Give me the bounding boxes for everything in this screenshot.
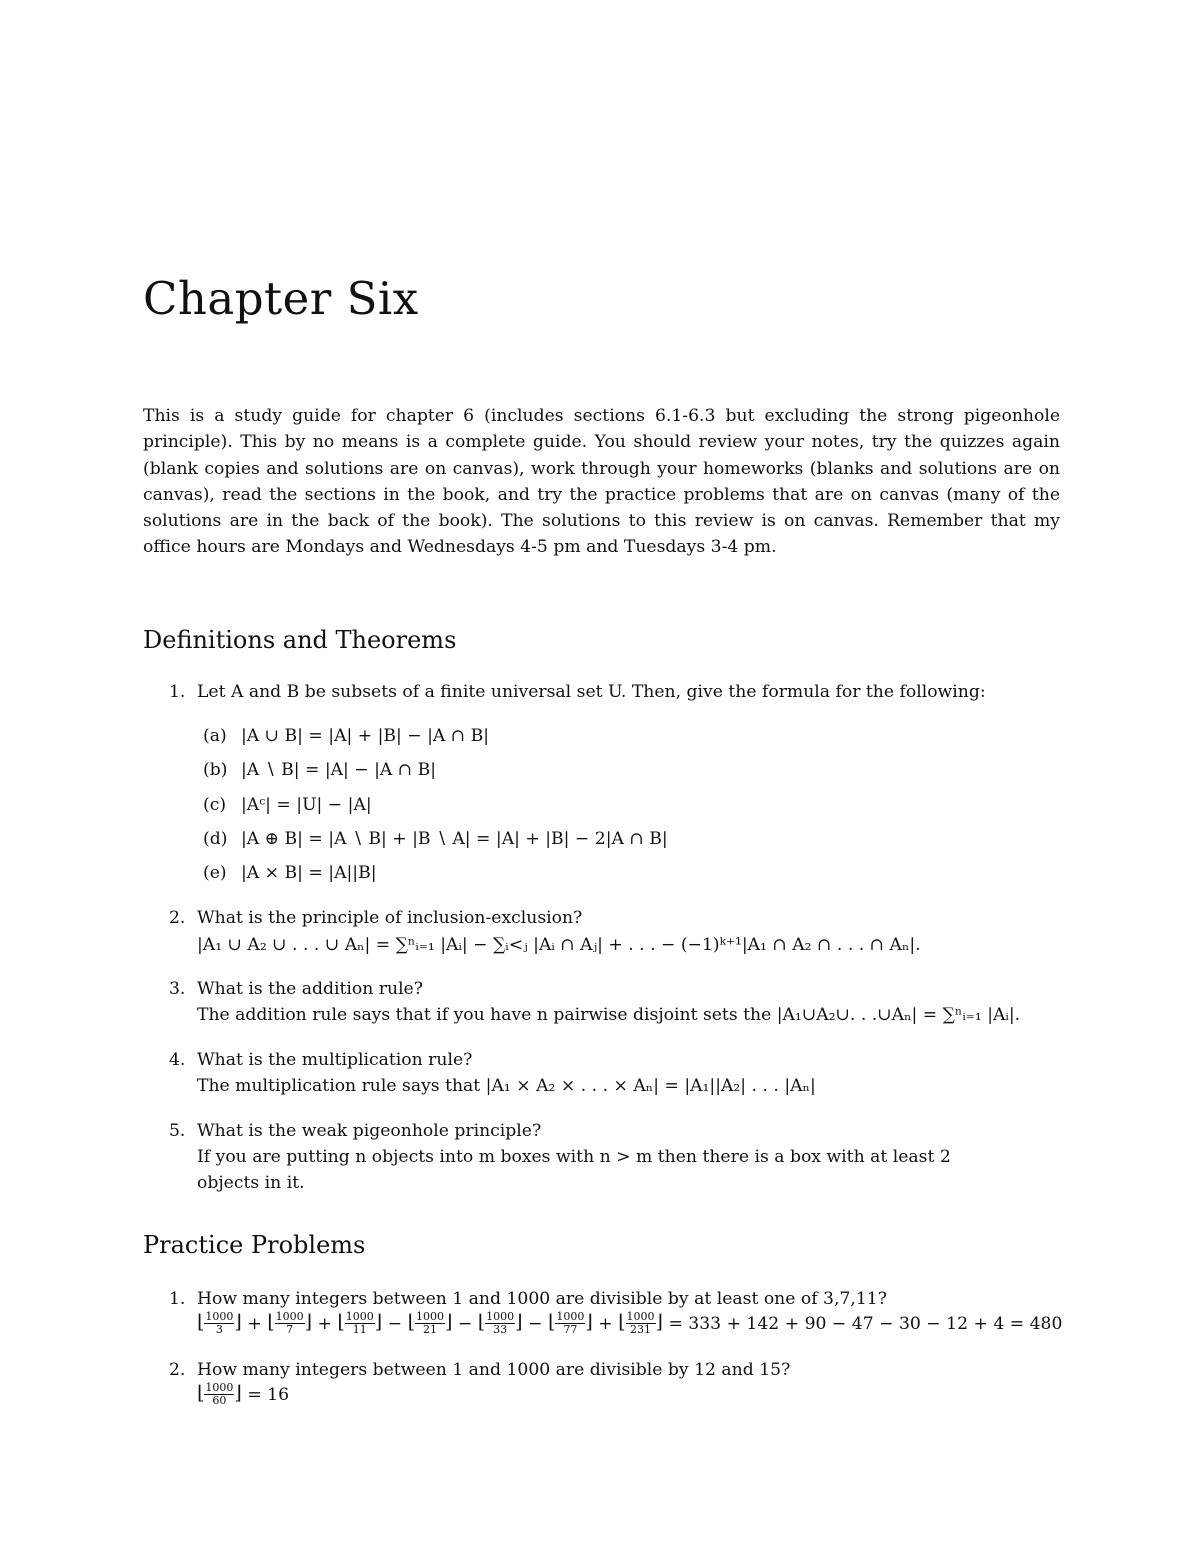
item-number: 4.: [169, 1050, 186, 1070]
fraction-numerator: 1000: [486, 1310, 515, 1323]
item-question: How many integers between 1 and 1000 are divisible by 12 and 15?: [197, 1360, 791, 1380]
fraction-numerator: 1000: [556, 1310, 585, 1323]
item-number: 2.: [169, 1360, 186, 1380]
fraction-denominator: 21: [422, 1323, 437, 1336]
item-question: What is the addition rule?: [197, 979, 423, 999]
fraction-numerator: 1000: [626, 1310, 655, 1323]
section-heading-practice: Practice Problems: [143, 1231, 366, 1259]
expression-result: = 333 + 142 + 90 − 47 − 30 − 12 + 4 = 480: [668, 1314, 1063, 1335]
floor-expression: [197, 1311, 1062, 1338]
fraction-denominator: 7: [286, 1323, 294, 1336]
part-formula: |A ∪ B| = |A| + |B| − |A ∩ B|: [241, 726, 490, 746]
fraction-denominator: 60: [212, 1394, 227, 1407]
fraction-denominator: 33: [493, 1323, 508, 1336]
floor-fraction: ⌊ $\frac{1000}{77}$ ⌋: [547, 1310, 593, 1336]
part-label: (e): [203, 863, 227, 883]
part-formula: |A ∖ B| = |A| − |A ∩ B|: [241, 760, 437, 780]
fraction-numerator: 1000: [415, 1310, 444, 1323]
item-question: What is the principle of inclusion-exclusion?: [197, 908, 583, 928]
item-number: 1.: [169, 682, 186, 702]
fraction-denominator: 77: [563, 1323, 578, 1336]
item-question: What is the weak pigeonhole principle?: [197, 1121, 542, 1141]
floor-fraction: ⌊ $\frac{1000}{231}$ ⌋: [618, 1310, 663, 1336]
part-formula: |Aᶜ| = |U| − |A|: [241, 795, 372, 815]
floor-fraction: ⌊ $\frac{1000}{21}$ ⌋: [407, 1310, 453, 1336]
part-formula: |A × B| = |A||B|: [241, 863, 377, 883]
item-answer: |A₁ ∪ A₂ ∪ . . . ∪ Aₙ| = ∑ⁿᵢ₌₁ |Aᵢ| − ∑ᵢ<ⱼ |Aᵢ ∩ Aⱼ| + . . . − (−1)ᵏ⁺¹|A₁ ∩ A₂ ∩ . . . ∩ Aₙ|.: [197, 935, 921, 955]
fraction-numerator: 1000: [205, 1381, 234, 1394]
chapter-title: Chapter Six: [143, 272, 419, 325]
operator: +: [317, 1314, 332, 1335]
floor-fraction: ⌊ $\frac{1000}{7}$ ⌋: [267, 1310, 313, 1336]
fraction-denominator: 11: [352, 1323, 367, 1336]
item-question: What is the multiplication rule?: [197, 1050, 473, 1070]
item-question: Let A and B be subsets of a finite universal set U. Then, give the formula for the following:: [197, 682, 986, 702]
operator: +: [598, 1314, 613, 1335]
item-number: 2.: [169, 908, 186, 928]
fraction-numerator: 1000: [275, 1310, 304, 1323]
item-question: How many integers between 1 and 1000 are divisible by at least one of 3,7,11?: [197, 1289, 887, 1309]
floor-fraction: ⌊ $\frac{1000}{33}$ ⌋: [477, 1310, 523, 1336]
operator: −: [457, 1314, 473, 1335]
expression-result: = 16: [247, 1385, 290, 1406]
fraction-denominator: 3: [215, 1323, 223, 1336]
item-answer: If you are putting n objects into m boxes with n > m then there is a box with at least 2: [197, 1147, 951, 1167]
item-answer: The multiplication rule says that |A₁ × A₂ × . . . × Aₙ| = |A₁||A₂| . . . |Aₙ|: [197, 1076, 816, 1096]
part-label: (a): [203, 726, 227, 746]
floor-fraction: ⌊ $\frac{1000}{11}$ ⌋: [337, 1310, 383, 1336]
floor-fraction: ⌊ $\frac{1000}{60}$ ⌋: [197, 1381, 242, 1407]
part-label: (b): [203, 760, 228, 780]
item-number: 5.: [169, 1121, 186, 1141]
part-formula: |A ⊕ B| = |A ∖ B| + |B ∖ A| = |A| + |B| − 2|A ∩ B|: [241, 829, 668, 849]
part-label: (c): [203, 795, 227, 815]
fraction-numerator: 1000: [345, 1310, 374, 1323]
fraction-denominator: 231: [630, 1323, 652, 1336]
part-label: (d): [203, 829, 228, 849]
intro-paragraph: This is a study guide for chapter 6 (includes sections 6.1-6.3 but excluding the strong pigeonhole principle). This by no means is a complete guide. You should review your notes, try the quizzes again (blank copies and solutions are on canvas), work through your homeworks (blanks and solutions are on canvas), read the sections in the book, and try the practice problems that are on canvas (many of the solutions are in the back of the book). The solutions to this review is on canvas. Remember that my office hours are Mondays and Wednesdays 4-5 pm and Tuesdays 3-4 pm.: [143, 406, 1060, 558]
floor-fraction: ⌊ $\frac{1000}{3}$ ⌋: [197, 1310, 242, 1336]
fraction-numerator: 1000: [205, 1310, 234, 1323]
item-answer: The addition rule says that if you have n pairwise disjoint sets the |A₁∪A₂∪. . .∪Aₙ| = ∑ⁿᵢ₌₁ |Aᵢ|.: [197, 1005, 1021, 1025]
item-number: 1.: [169, 1289, 186, 1309]
floor-expression: [197, 1382, 289, 1409]
operator: +: [247, 1314, 262, 1335]
operator: −: [528, 1314, 543, 1335]
section-heading-definitions: Definitions and Theorems: [143, 626, 457, 654]
item-answer: objects in it.: [197, 1173, 305, 1193]
item-number: 3.: [169, 979, 186, 999]
operator: −: [387, 1314, 403, 1335]
